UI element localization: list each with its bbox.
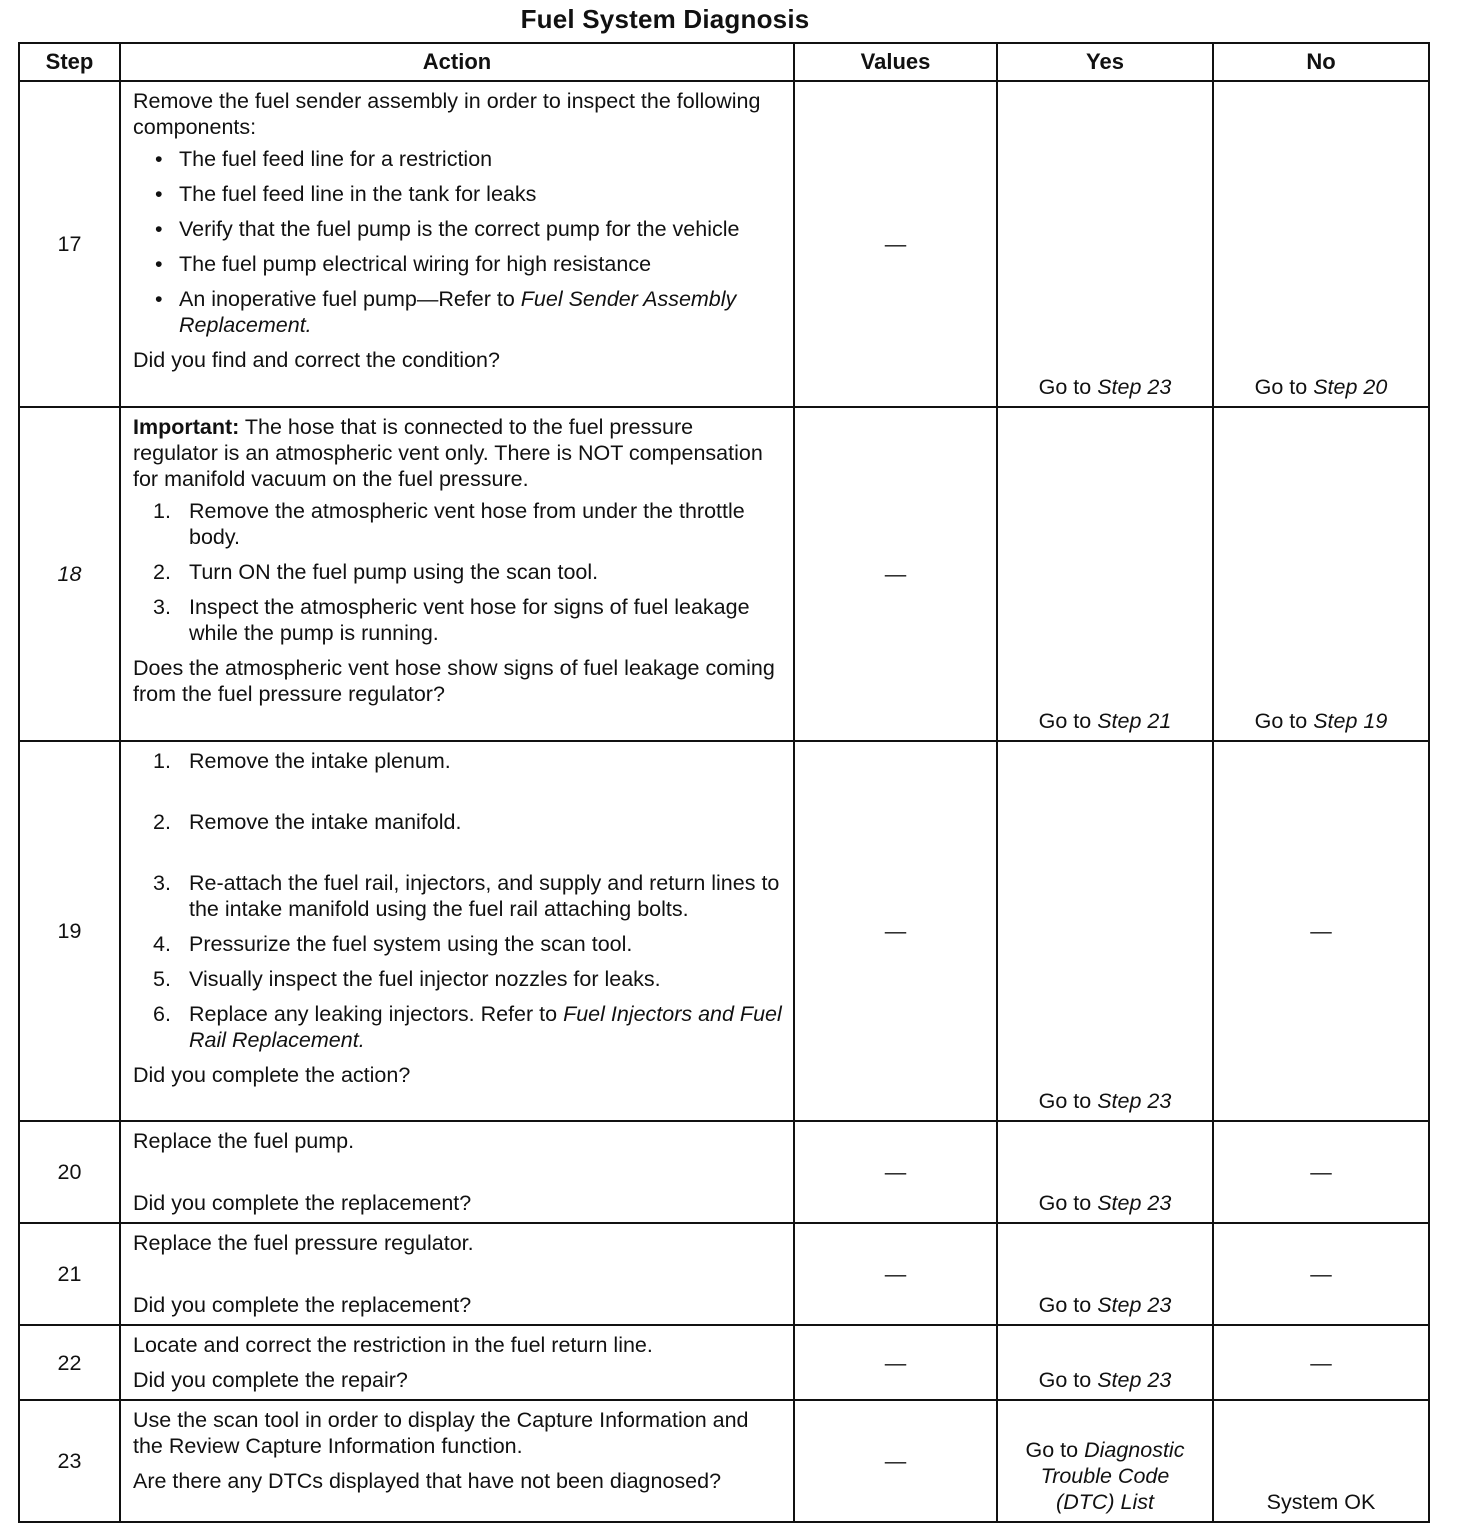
- action-text: Replace the fuel pump.: [133, 1129, 355, 1153]
- list-item-text: Remove the intake plenum.: [189, 749, 451, 773]
- item-number: 4.: [153, 932, 171, 956]
- values-cell: —: [794, 1223, 997, 1325]
- list-item: [133, 498, 783, 550]
- item-number: 2.: [153, 560, 171, 584]
- list-item: [133, 559, 783, 585]
- step-number: 23: [19, 1400, 120, 1522]
- table-row-step-20: [19, 1121, 1429, 1223]
- list-item-text: Remove the intake manifold.: [189, 810, 462, 834]
- header-yes: Yes: [997, 43, 1213, 81]
- numbered-list: [133, 498, 783, 646]
- step-reference: Step 20: [1313, 375, 1388, 399]
- action-question: Did you complete the replacement?: [133, 1191, 472, 1215]
- diagnosis-table: [18, 42, 1430, 1523]
- yes-cell: [997, 1121, 1213, 1223]
- action-text: Replace the fuel pressure regulator.: [133, 1231, 474, 1255]
- no-cell: —: [1213, 1121, 1429, 1223]
- action-cell: [120, 741, 794, 1121]
- list-item-text: The fuel feed line in the tank for leaks: [179, 182, 537, 206]
- step-reference: Step 21: [1097, 709, 1172, 733]
- table-row-step-22: [19, 1325, 1429, 1400]
- goto-text: Go to: [1038, 1191, 1098, 1215]
- step-reference: Step 23: [1097, 375, 1172, 399]
- important-note: [133, 414, 783, 492]
- list-item-text: Replace any leaking injectors. Refer to: [189, 1002, 564, 1026]
- goto-text: Go to: [1254, 709, 1314, 733]
- step-number: [19, 407, 120, 741]
- step-number: 22: [19, 1325, 120, 1400]
- yes-cell: [997, 1325, 1213, 1400]
- page-title: Fuel System Diagnosis: [520, 4, 810, 34]
- list-item: [133, 286, 783, 338]
- numbered-list: [133, 748, 783, 1053]
- action-question: Did you find and correct the condition?: [133, 348, 500, 372]
- list-item: [133, 251, 783, 277]
- list-item: [133, 931, 783, 957]
- action-question: Does the atmospheric vent hose show signs of fuel leakage coming from the fuel pressure regulator?: [133, 656, 775, 706]
- goto-text: Go to: [1254, 375, 1314, 399]
- list-item-text: Verify that the fuel pump is the correct pump for the vehicle: [179, 217, 740, 241]
- step-number-text: 18: [57, 562, 82, 586]
- list-item: [133, 809, 783, 835]
- item-number: 2.: [153, 810, 171, 834]
- bullet-icon: •: [155, 147, 163, 171]
- step-reference: Step 19: [1313, 709, 1388, 733]
- action-question: Did you complete the repair?: [133, 1368, 408, 1392]
- action-cell: [120, 1223, 794, 1325]
- important-label: Important:: [133, 415, 240, 439]
- yes-cell: [997, 1223, 1213, 1325]
- values-cell: —: [794, 1325, 997, 1400]
- values-cell: —: [794, 741, 997, 1121]
- table-row-step-23: [19, 1400, 1429, 1522]
- no-cell: —: [1213, 1223, 1429, 1325]
- item-number: 3.: [153, 871, 171, 895]
- table-row-step-18: [19, 407, 1429, 741]
- list-item: [133, 594, 783, 646]
- step-number: 19: [19, 741, 120, 1121]
- step-number: 17: [19, 81, 120, 407]
- goto-text: Go to: [1025, 1438, 1085, 1462]
- list-item-text: Pressurize the fuel system using the scan tool.: [189, 932, 633, 956]
- header-action: Action: [120, 43, 794, 81]
- header-step: Step: [19, 43, 120, 81]
- goto-text: Go to: [1038, 375, 1098, 399]
- item-number: 1.: [153, 499, 171, 523]
- no-cell: System OK: [1213, 1400, 1429, 1522]
- values-cell: —: [794, 81, 997, 407]
- item-number: 6.: [153, 1002, 171, 1026]
- item-number: 5.: [153, 967, 171, 991]
- action-text: Use the scan tool in order to display the Capture Information and the Review Capture Information function.: [133, 1408, 749, 1458]
- list-item-text: Remove the atmospheric vent hose from under the throttle body.: [189, 499, 745, 549]
- list-item: [133, 146, 783, 172]
- yes-cell: [997, 1400, 1213, 1522]
- yes-cell: [997, 741, 1213, 1121]
- list-item: [133, 748, 783, 774]
- list-item-text: Visually inspect the fuel injector nozzles for leaks.: [189, 967, 661, 991]
- step-reference: Step 23: [1097, 1089, 1172, 1113]
- table-row-step-21: [19, 1223, 1429, 1325]
- action-cell: [120, 1325, 794, 1400]
- action-intro: Remove the fuel sender assembly in order to inspect the following components:: [133, 89, 761, 139]
- action-cell: [120, 407, 794, 741]
- yes-cell: [997, 407, 1213, 741]
- no-cell: [1213, 81, 1429, 407]
- step-reference: Step 23: [1097, 1293, 1172, 1317]
- action-cell: [120, 1121, 794, 1223]
- values-cell: —: [794, 1121, 997, 1223]
- list-item-text: The fuel pump electrical wiring for high resistance: [179, 252, 652, 276]
- list-item-text: The fuel feed line for a restriction: [179, 147, 493, 171]
- no-cell: [1213, 407, 1429, 741]
- procedure-reference: Fuel Sender Assembly Replacement.: [179, 287, 737, 337]
- bullet-icon: •: [155, 217, 163, 241]
- no-cell: —: [1213, 741, 1429, 1121]
- step-number: 20: [19, 1121, 120, 1223]
- step-reference: Step 23: [1097, 1191, 1172, 1215]
- action-question: Did you complete the replacement?: [133, 1293, 472, 1317]
- goto-text: Go to: [1038, 1293, 1098, 1317]
- step-reference: Diagnostic Trouble Code (DTC) List: [1040, 1438, 1185, 1514]
- list-item: [133, 870, 783, 922]
- action-cell: [120, 1400, 794, 1522]
- goto-text: Go to: [1038, 1368, 1098, 1392]
- list-item-text: Inspect the atmospheric vent hose for signs of fuel leakage while the pump is running.: [189, 595, 750, 645]
- list-item-text: An inoperative fuel pump—Refer to: [179, 287, 521, 311]
- action-text: Locate and correct the restriction in the fuel return line.: [133, 1333, 653, 1357]
- list-item: [133, 966, 783, 992]
- step-reference: Step 23: [1097, 1368, 1172, 1392]
- table-row-step-19: [19, 741, 1429, 1121]
- table-row-step-17: [19, 81, 1429, 407]
- procedure-reference: Fuel Injectors and Fuel Rail Replacement.: [189, 1002, 782, 1052]
- important-text: The hose that is connected to the fuel pressure regulator is an atmospheric vent only. There is NOT compensation for manifold vacuum on the fuel pressure.: [133, 415, 763, 491]
- step-number: 21: [19, 1223, 120, 1325]
- item-number: 3.: [153, 595, 171, 619]
- item-number: 1.: [153, 749, 171, 773]
- values-cell: —: [794, 1400, 997, 1522]
- list-item: [133, 181, 783, 207]
- bullet-icon: •: [155, 182, 163, 206]
- bullet-list: [133, 146, 783, 338]
- goto-text: Go to: [1038, 1089, 1098, 1113]
- list-item: [133, 1001, 783, 1053]
- list-item-text: Turn ON the fuel pump using the scan tool.: [189, 560, 599, 584]
- goto-text: Go to: [1038, 709, 1098, 733]
- action-question: Did you complete the action?: [133, 1063, 411, 1087]
- bullet-icon: •: [155, 252, 163, 276]
- action-cell: [120, 81, 794, 407]
- values-cell: —: [794, 407, 997, 741]
- no-cell: —: [1213, 1325, 1429, 1400]
- list-item: [133, 216, 783, 242]
- list-item-text: Re-attach the fuel rail, injectors, and supply and return lines to the intake manifold using the fuel rail attaching bolts.: [189, 871, 780, 921]
- header-row: [19, 43, 1429, 81]
- header-values: Values: [794, 43, 997, 81]
- bullet-icon: •: [155, 287, 163, 311]
- action-question: Are there any DTCs displayed that have not been diagnosed?: [133, 1469, 722, 1493]
- header-no: No: [1213, 43, 1429, 81]
- yes-cell: [997, 81, 1213, 407]
